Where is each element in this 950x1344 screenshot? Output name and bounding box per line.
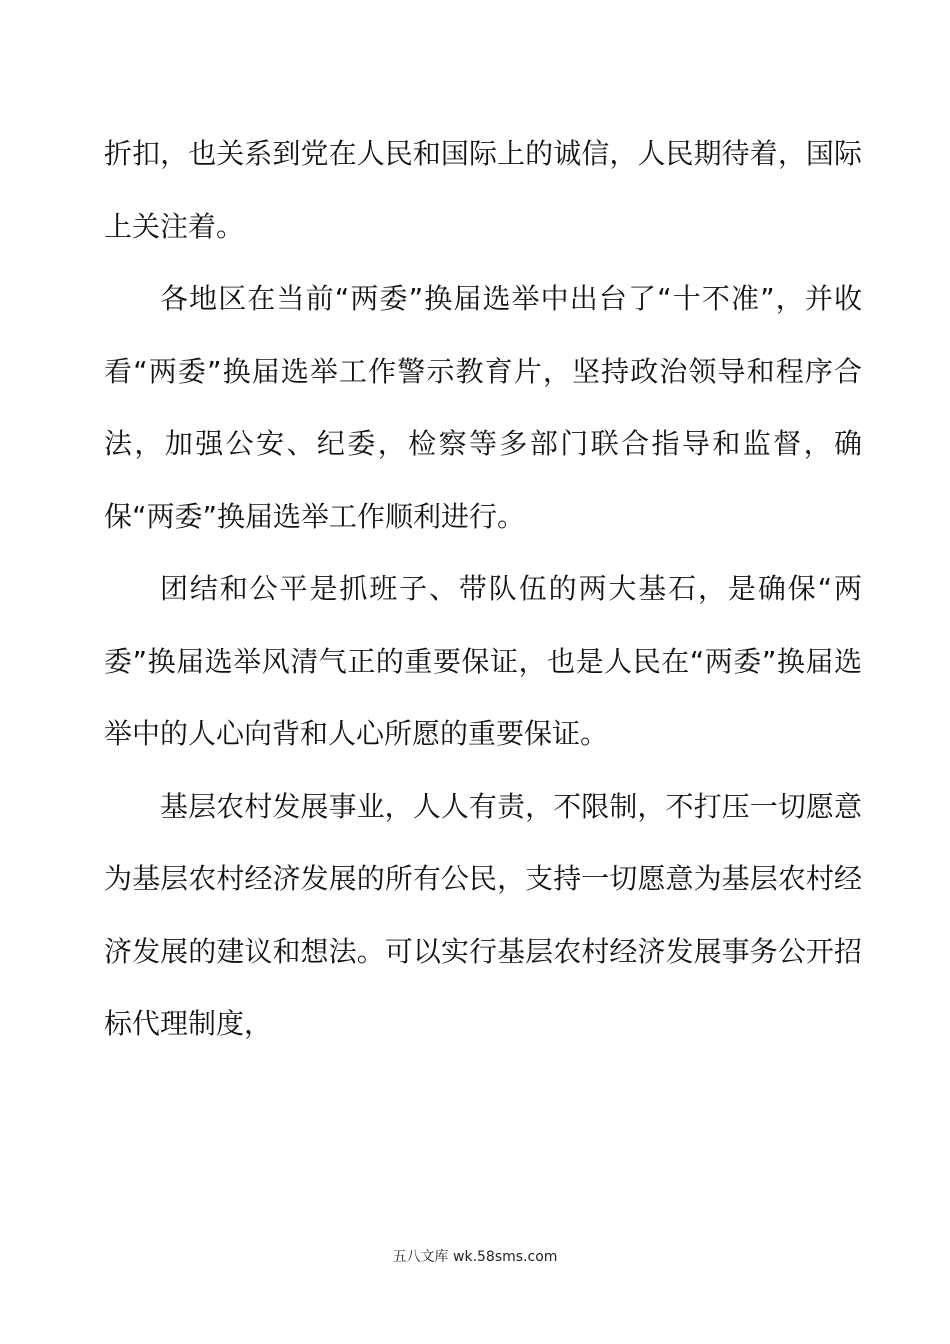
footer-watermark: 五八文库 wk.58sms.com: [392, 1249, 558, 1265]
paragraph-two-committees-measures: 各地区在当前“两委”换届选举中出台了“十不准”，并收看“两委”换届选举工作警示教育片，坚持政治领导和程序合法，加强公安、纪委，检察等多部门联合指导和监督，确保“两委”换届选举工作顺利进行。: [104, 282, 862, 533]
paragraph-unity-fairness: 团结和公平是抓班子、带队伍的两大基石，是确保“两委”换届选举风清气正的重要保证，也是人民在“两委”换届选举中的人心向背和人心所愿的重要保证。: [104, 572, 862, 750]
paragraph-continuation: 折扣，也关系到党在人民和国际上的诚信，人民期待着，国际上关注着。: [104, 137, 862, 243]
document-body: [104, 118, 862, 1061]
paragraph-rural-development: 基层农村发展事业，人人有责，不限制，不打压一切愿意为基层农村经济发展的所有公民，支持一切愿意为基层农村经济发展的建议和想法。可以实行基层农村经济发展事务公开招标代理制度，: [104, 789, 862, 1040]
